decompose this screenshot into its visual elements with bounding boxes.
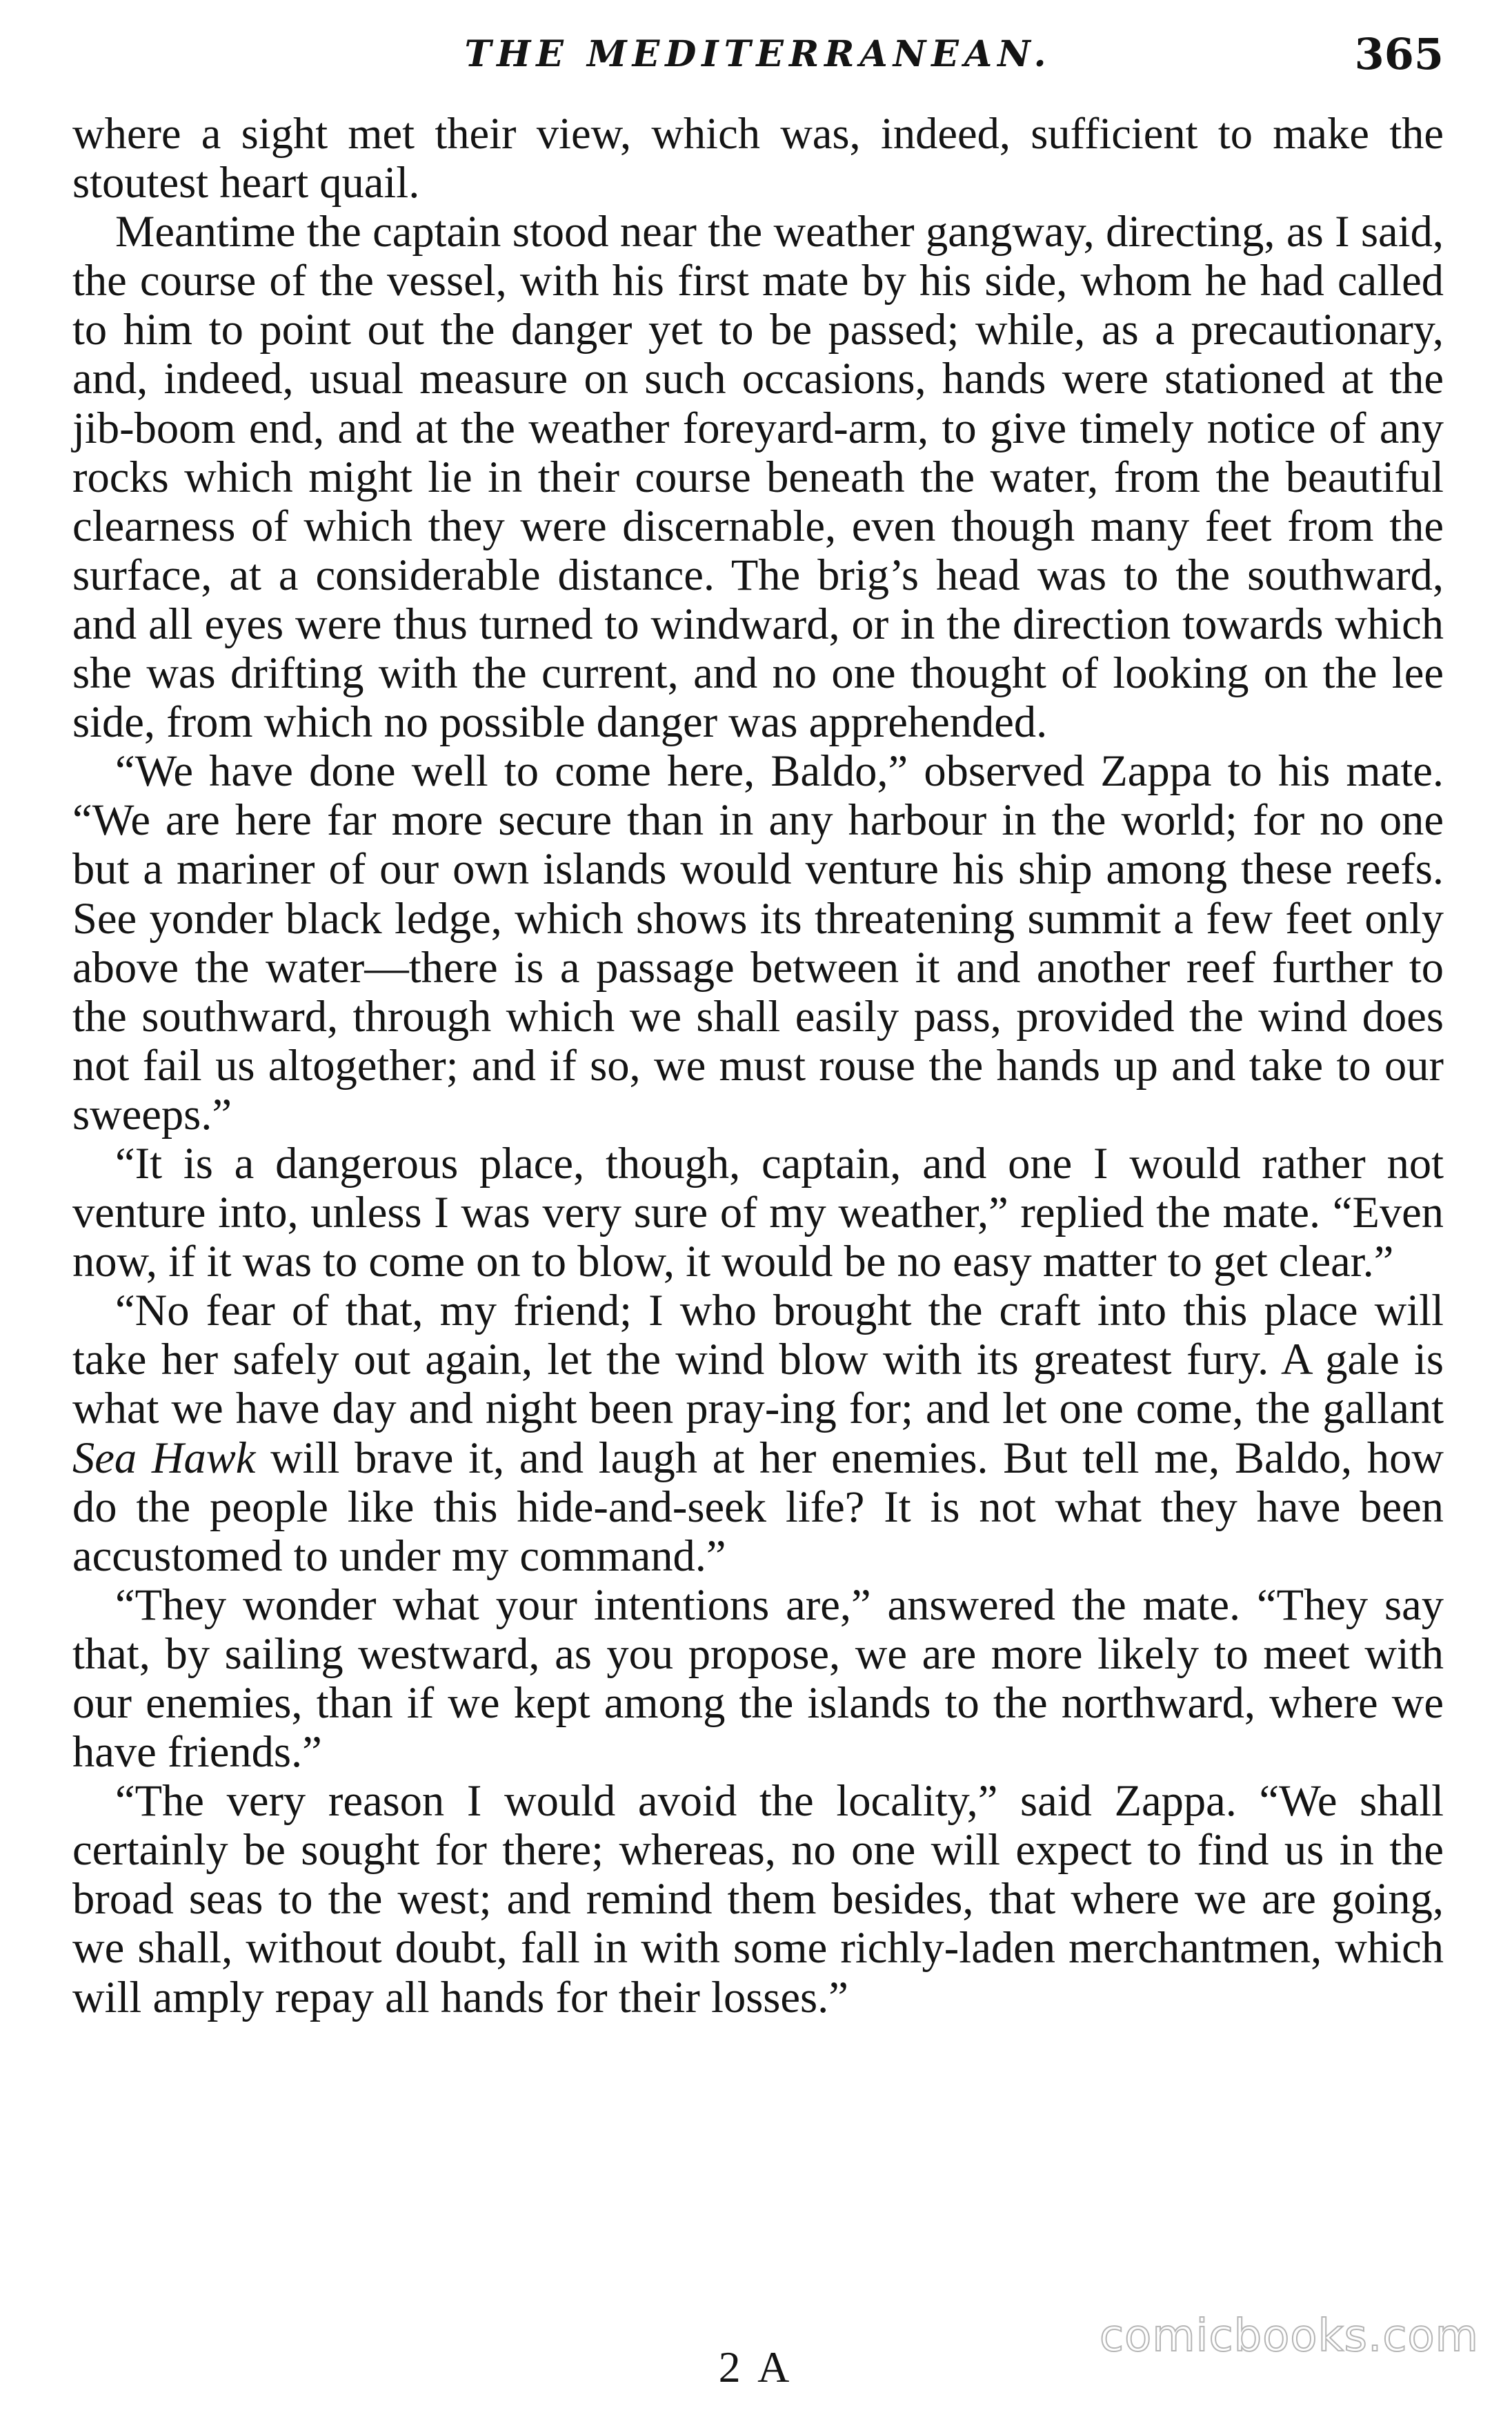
paragraph (72, 1139, 1444, 1286)
signature-mark: 2 A (718, 2342, 794, 2391)
italic-text-run: Sea Hawk (72, 1433, 256, 1482)
paragraph (72, 1286, 1444, 1580)
watermark: comicbooks.com (1099, 2311, 1479, 2362)
running-title: THE MEDITERRANEAN. (464, 33, 1052, 75)
running-head (72, 29, 1444, 91)
text-run: “The very reason I would avoid the locality,” said Zappa. “We shall certainly be sought for there; whereas, no one will expect to find us in the broad seas to the west; and remind them besides, that where we are going, we shall, without doubt, fall in with some richly-laden merchantmen, which will amply repay all hands for their losses.” (72, 1776, 1444, 2022)
text-run: Meantime the captain stood near the weather gangway, directing, as I said, the course of the vessel, with his first mate by his side, whom he had called to him to point out the danger yet to be passed; while, as a precautionary, and, indeed, usual measure on such occasions, hands were stationed at the jib-boom end, and at the weather foreyard-arm, to give timely notice of any rocks which might lie in their course beneath the water, from the beautiful clearness of which they were discernable, even though many feet from the surface, at a considerable distance. The brig’s head was to the southward, and all eyes were thus turned to windward, or in the direction towards which she was drifting with the current, and no one thought of looking on the lee side, from which no possible danger was apprehended. (72, 207, 1444, 747)
paragraph (72, 1776, 1444, 2021)
paragraph (72, 746, 1444, 1139)
body-text (72, 109, 1444, 2022)
text-run: where a sight met their view, which was, indeed, sufficient to make the stoutest heart quail. (72, 109, 1444, 208)
text-run: “They wonder what your intentions are,” answered the mate. “They say that, by sailing westward, as you propose, we are more likely to meet with our enemies, than if we kept among the islands to the northward, where we have friends.” (72, 1580, 1444, 1777)
page-number: 365 (1354, 29, 1444, 79)
paragraph (72, 109, 1444, 207)
text-run: “No fear of that, my friend; I who brought the craft into this place will take her safely out again, let the wind blow with its greatest fury. A gale is what we have day and night been pray-ing for; and let one come, the gallant (72, 1286, 1444, 1433)
paragraph (72, 1580, 1444, 1776)
text-run: will brave it, and laugh at her enemies. But tell me, Baldo, how do the people like this hide-and-seek life? It is not what they have been accustomed to under my command.” (72, 1433, 1444, 1580)
text-run: “It is a dangerous place, though, captain, and one I would rather not venture into, unless I was very sure of my weather,” replied the mate. “Even now, if it was to come on to blow, it would be no easy matter to get clear.” (72, 1138, 1444, 1286)
paragraph (72, 207, 1444, 746)
text-run: “We have done well to come here, Baldo,” observed Zappa to his mate. “We are here far more secure than in any harbour in the world; for no one but a mariner of our own islands would venture his ship among these reefs. See yonder black ledge, which shows its threatening summit a few feet only above the water—there is a passage between it and another reef further to the southward, through which we shall easily pass, provided the wind does not fail us altogether; and if so, we must rouse the hands up and take to our sweeps.” (72, 746, 1444, 1139)
